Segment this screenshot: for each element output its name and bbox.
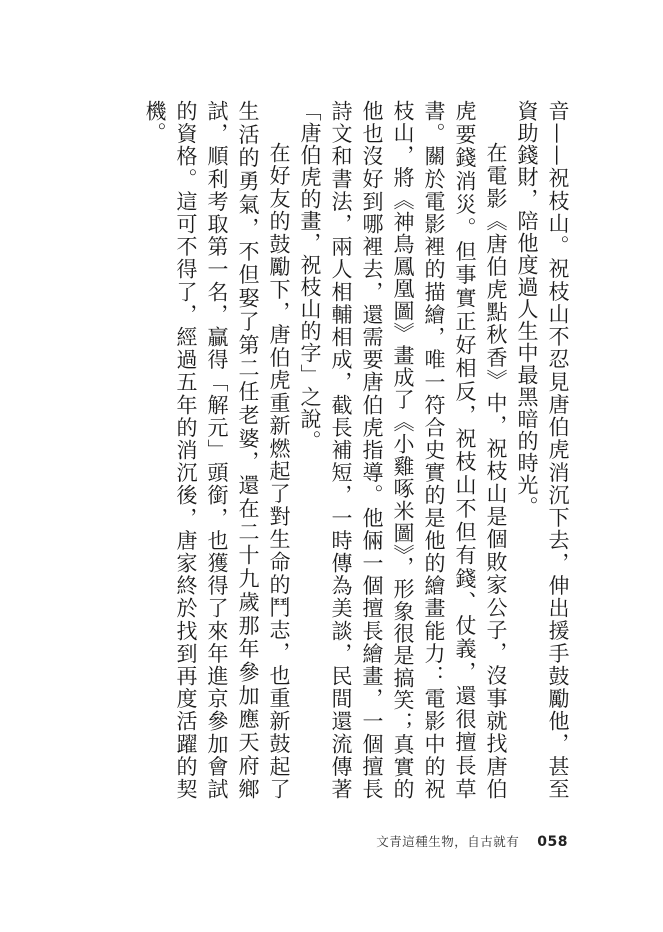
page-number: 058	[537, 834, 568, 850]
page-footer	[376, 832, 568, 850]
paragraph-2: 在電影《唐伯虎點秋香》中，祝枝山是個敗家公子，沒事就找唐伯虎要錢消災。但事實正好相反，祝枝山不但有錢、仗義，還很擅長草書。關於電影裡的描繪，唯一符合史實的是他的繪畫能力：電影中的祝枝山，將《神鳥鳳凰圖》畫成了《小雞啄米圖》，形象很是搞笑；真實的他也沒好到哪裡去，還需要唐伯虎指導。他倆一個擅長繪畫，一個擅長詩文和書法，兩人相輔相成，截長補短，一時傳為美談，民間還流傳著「唐伯虎的畫，祝枝山的字」之說。	[298, 100, 508, 800]
body-text	[73, 100, 573, 800]
paragraph-1: 音——祝枝山。祝枝山不忍見唐伯虎消沉下去，伸出援手鼓勵他，甚至資助錢財，陪他度過人生中最黑暗的時光。	[515, 100, 570, 800]
running-title: 文青這種生物，自古就有	[376, 834, 520, 849]
paragraph-3: 在好友的鼓勵下，唐伯虎重新燃起了對生命的鬥志，也重新鼓起了生活的勇氣，不但娶了第二任老婆，還在二十九歲那年參加應天府鄉試，順利考取第一名，贏得「解元」頭銜，也獲得了來年進京參加會試的資格。這可不得了，經過五年的消沉後，唐家終於找到再度活躍的契機。	[143, 100, 291, 800]
